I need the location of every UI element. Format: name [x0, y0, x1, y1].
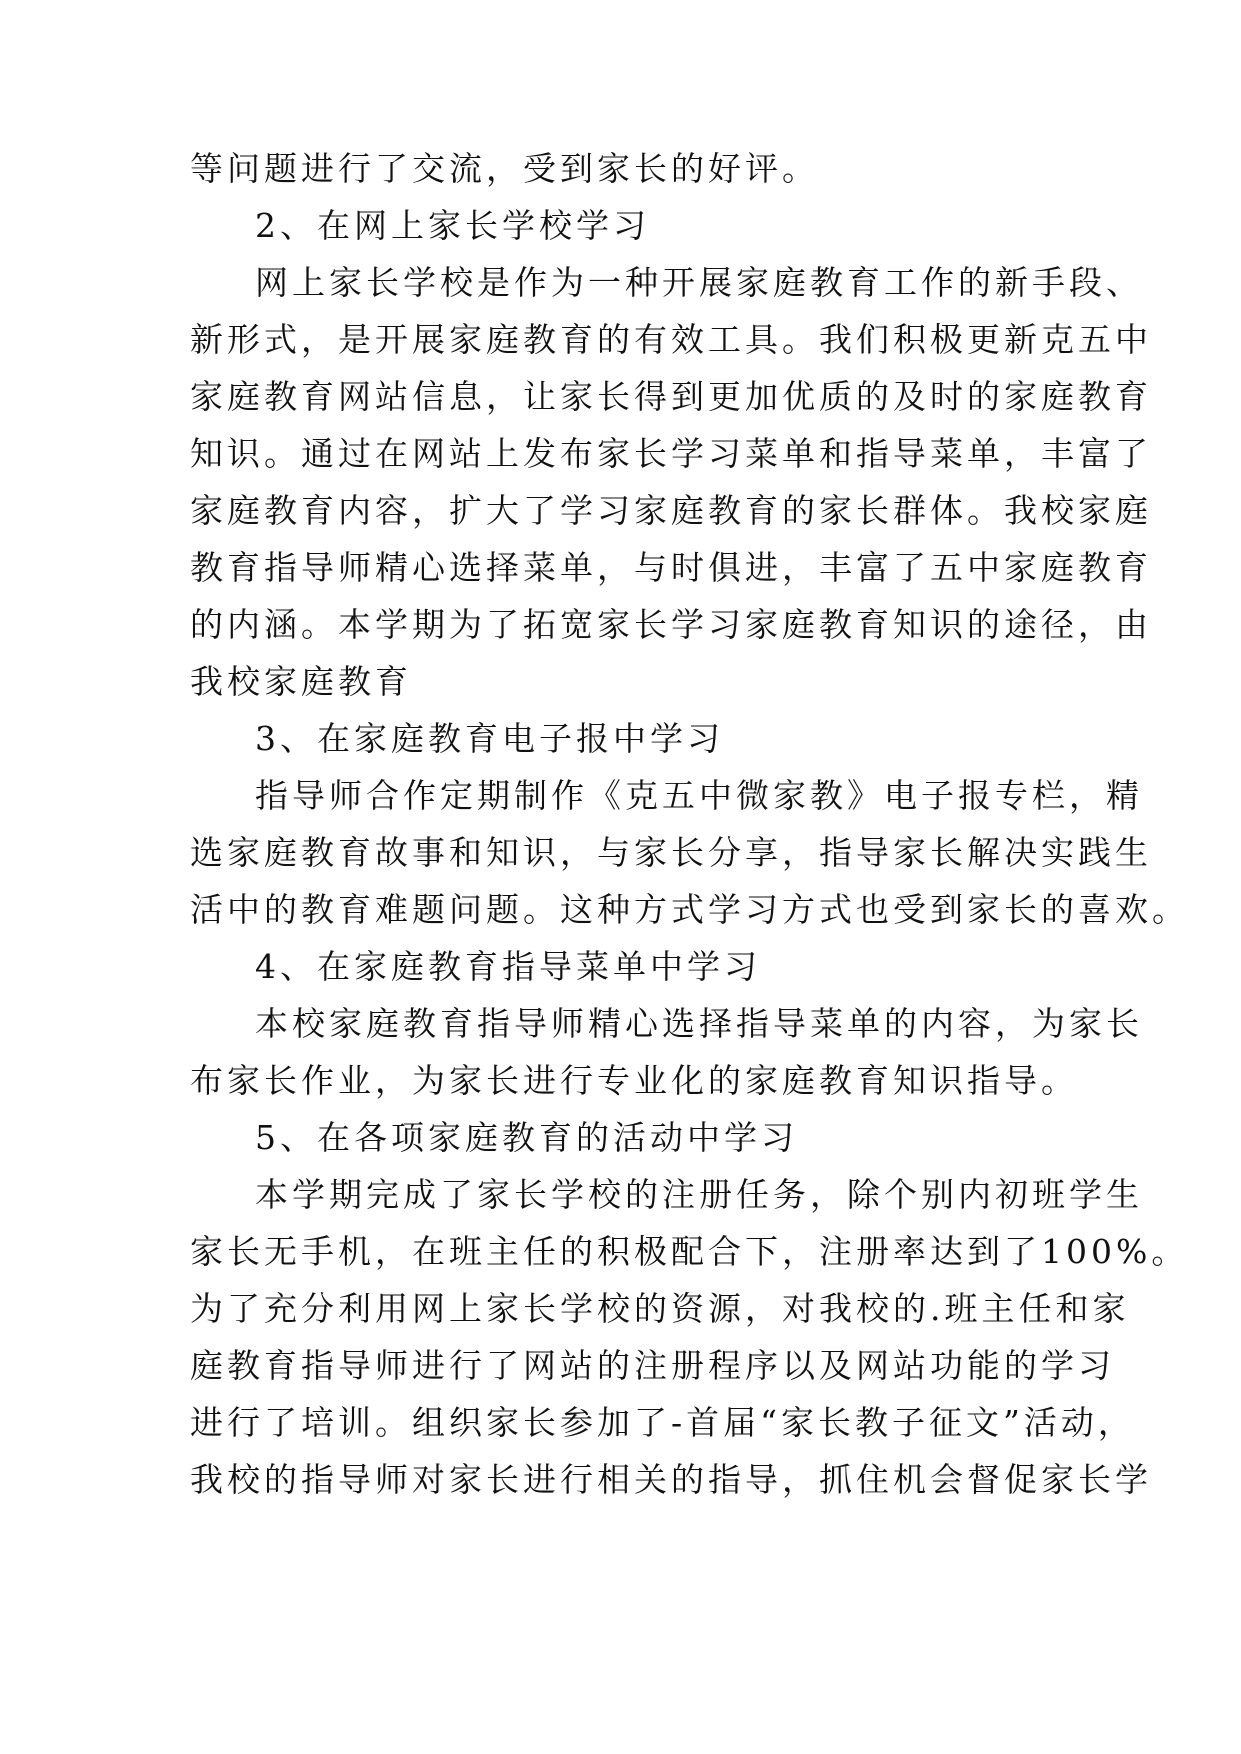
- text-line: 选家庭教育故事和知识，与家长分享，指导家长解决实践生: [190, 833, 1152, 872]
- text-line: 本学期完成了家长学校的注册任务，除个别内初班学生: [255, 1175, 1143, 1214]
- section-heading: 5、在各项家庭教育的活动中学习: [255, 1118, 798, 1157]
- text-line: 活中的教育难题问题。这种方式学习方式也受到家长的喜欢。: [190, 890, 1189, 929]
- text-line: 教育指导师精心选择菜单，与时俱进，丰富了五中家庭教育: [190, 548, 1152, 587]
- text-line: 网上家长学校是作为一种开展家庭教育工作的新手段、: [255, 263, 1143, 302]
- text-line: 庭教育指导师进行了网站的注册程序以及网站功能的学习: [190, 1346, 1115, 1385]
- text-line: 我校家庭教育: [190, 662, 412, 701]
- text-line: 的内涵。本学期为了拓宽家长学习家庭教育知识的途径，由: [190, 605, 1152, 644]
- section-heading: 4、在家庭教育指导菜单中学习: [255, 947, 761, 986]
- text-line: 指导师合作定期制作《克五中微家教》电子报专栏，精: [255, 776, 1143, 815]
- text-line: 布家长作业，为家长进行专业化的家庭教育知识指导。: [190, 1061, 1078, 1100]
- text-line: 知识。通过在网站上发布家长学习菜单和指导菜单，丰富了: [190, 434, 1152, 473]
- text-line: 家长无手机，在班主任的积极配合下，注册率达到了100%。: [190, 1232, 1189, 1271]
- text-line: 新形式，是开展家庭教育的有效工具。我们积极更新克五中: [190, 320, 1152, 359]
- text-line: 我校的指导师对家长进行相关的指导，抓住机会督促家长学: [190, 1460, 1152, 1499]
- text-line: 家庭教育网站信息，让家长得到更加优质的及时的家庭教育: [190, 377, 1152, 416]
- text-line: 家庭教育内容，扩大了学习家庭教育的家长群体。我校家庭: [190, 491, 1152, 530]
- text-line: 为了充分利用网上家长学校的资源，对我校的.班主任和家: [190, 1289, 1130, 1328]
- text-line: 进行了培训。组织家长参加了-首届“家长教子征文”活动，: [190, 1403, 1135, 1442]
- text-line: 等问题进行了交流，受到家长的好评。: [190, 149, 819, 188]
- section-heading: 3、在家庭教育电子报中学习: [255, 719, 724, 758]
- section-heading: 2、在网上家长学校学习: [255, 206, 650, 245]
- text-line: 本校家庭教育指导师精心选择指导菜单的内容，为家长: [255, 1004, 1143, 1043]
